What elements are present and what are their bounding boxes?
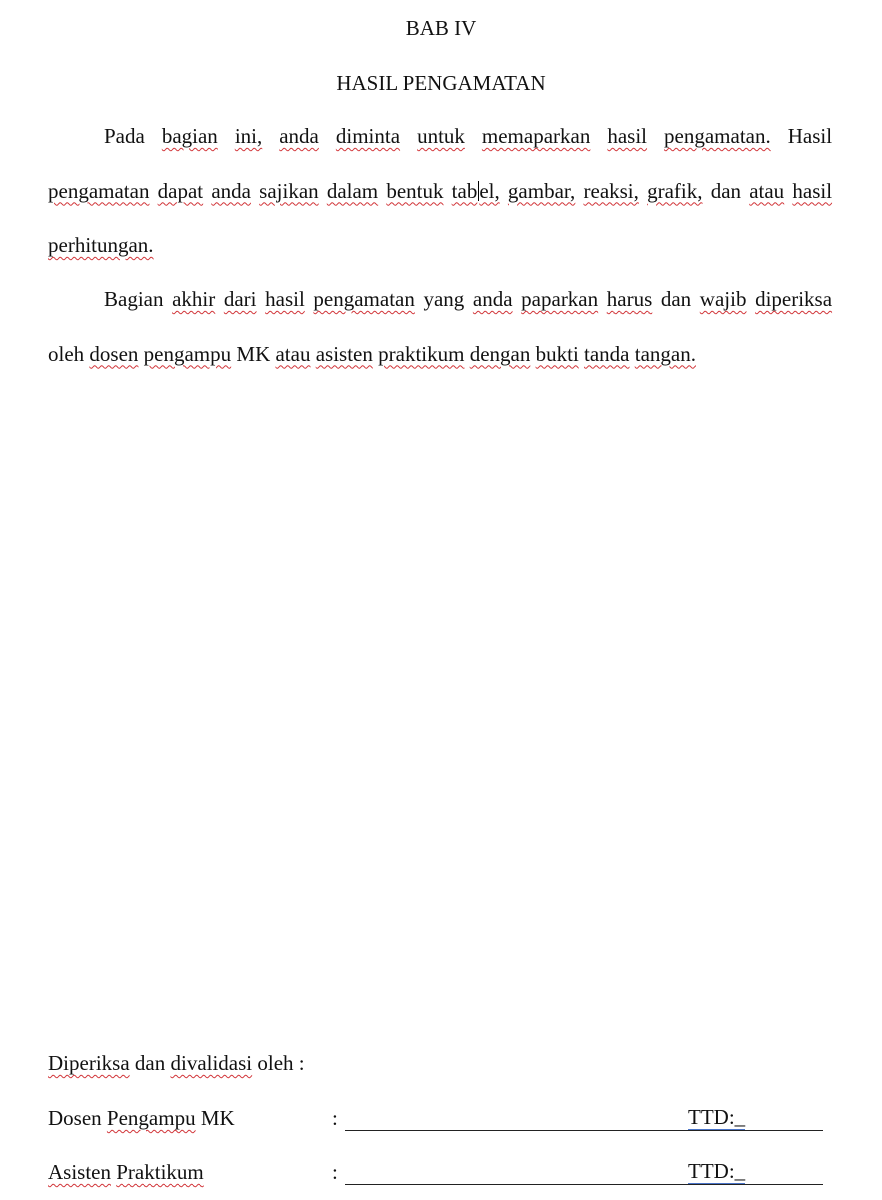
misspelled-word[interactable]: Asisten [48, 1160, 111, 1184]
misspelled-word[interactable]: pengamatan [48, 178, 150, 203]
misspelled-word[interactable]: bagian [161, 124, 218, 148]
lecturer-label [48, 1105, 235, 1131]
word: Pada [104, 124, 145, 148]
misspelled-word[interactable]: tangan. [634, 341, 696, 366]
misspelled-word[interactable]: asisten [315, 341, 373, 366]
misspelled-word[interactable]: akhir [172, 287, 216, 311]
misspelled-word[interactable]: paparkan [521, 287, 599, 311]
misspelled-word[interactable]: dapat [157, 178, 204, 203]
misspelled-word[interactable]: Pengampu [106, 1106, 196, 1130]
word: oleh [48, 341, 85, 366]
word: yang [423, 287, 465, 311]
misspelled-word[interactable]: bentuk [386, 178, 444, 203]
misspelled-word[interactable]: memaparkan [481, 124, 591, 148]
misspelled-word[interactable]: pengampu [143, 341, 232, 366]
misspelled-word[interactable]: dosen [89, 341, 139, 366]
misspelled-word[interactable]: diperiksa [755, 287, 833, 311]
section-title: HASIL PENGAMATAN [336, 71, 546, 95]
word: MK [236, 341, 271, 366]
paragraph-instructions[interactable] [48, 109, 832, 273]
misspelled-word[interactable]: dari [223, 287, 257, 311]
misspelled-word[interactable]: Praktikum [116, 1160, 204, 1184]
assistant-signature-row [48, 1159, 838, 1189]
misspelled-word[interactable]: pengamatan [313, 287, 415, 311]
misspelled-word[interactable]: praktikum [378, 341, 465, 366]
misspelled-word[interactable]: Diperiksa [48, 1051, 130, 1075]
colon: : [332, 1160, 338, 1184]
misspelled-word[interactable]: bukti [535, 341, 579, 366]
word: MK [200, 1106, 235, 1130]
misspelled-word[interactable]: pengamatan. [664, 124, 771, 148]
misspelled-word[interactable]: anda [279, 124, 319, 148]
misspelled-word[interactable]: diminta [335, 124, 401, 148]
misspelled-word[interactable]: gambar, [507, 178, 576, 203]
assistant-ttd-label[interactable]: TTD:_ [688, 1159, 746, 1183]
word-part: el, [479, 178, 500, 203]
word: oleh : [257, 1051, 305, 1075]
word: dan [710, 178, 742, 203]
misspelled-word[interactable]: untuk [417, 124, 465, 148]
misspelled-word[interactable]: sajikan [259, 178, 319, 203]
validation-intro [48, 1050, 305, 1076]
lecturer-ttd-label[interactable]: TTD:_ [688, 1105, 746, 1129]
word: Bagian [104, 287, 164, 311]
lecturer-signature-row [48, 1105, 838, 1135]
misspelled-word[interactable]: wajib [699, 287, 747, 311]
misspelled-word[interactable]: dalam [326, 178, 379, 203]
misspelled-word[interactable]: dengan [469, 341, 531, 366]
word-part: tab [451, 178, 478, 203]
word: Dosen [48, 1106, 102, 1130]
word: dan [134, 1051, 166, 1075]
misspelled-word[interactable]: atau [749, 178, 785, 203]
misspelled-word[interactable] [452, 179, 500, 203]
lecturer-name-line[interactable] [345, 1105, 823, 1131]
misspelled-word[interactable]: hasil [265, 287, 305, 311]
misspelled-word[interactable]: hasil [792, 178, 833, 203]
misspelled-word[interactable]: anda [211, 178, 251, 203]
word: Hasil [787, 124, 833, 148]
word: dan [660, 287, 692, 311]
misspelled-word[interactable]: divalidasi [170, 1051, 253, 1075]
misspelled-word[interactable]: hasil [607, 124, 648, 148]
misspelled-word[interactable]: ini, [234, 124, 263, 148]
misspelled-word[interactable]: atau [275, 341, 311, 366]
colon: : [332, 1106, 338, 1130]
misspelled-word[interactable]: perhitungan. [48, 233, 154, 257]
misspelled-word[interactable]: anda [472, 287, 513, 311]
assistant-name-line[interactable] [345, 1159, 823, 1185]
misspelled-word[interactable]: harus [606, 287, 653, 311]
paragraph-verification[interactable] [48, 272, 832, 381]
assistant-label [48, 1159, 204, 1185]
chapter-heading: BAB IV [405, 16, 477, 40]
misspelled-word[interactable]: reaksi, [583, 178, 639, 203]
misspelled-word[interactable]: grafik, [647, 178, 703, 203]
misspelled-word[interactable]: tanda [584, 341, 630, 366]
